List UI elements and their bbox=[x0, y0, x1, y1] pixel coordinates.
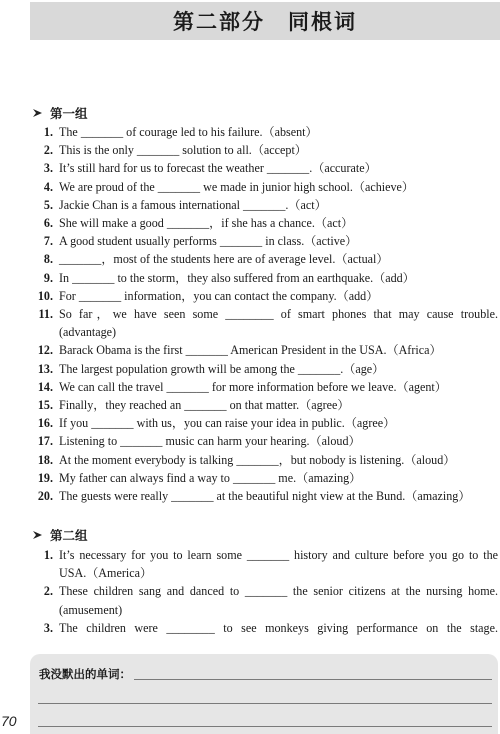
item-text-block bbox=[59, 487, 498, 505]
exercise-item bbox=[32, 214, 498, 232]
arrow-bullet-icon bbox=[32, 108, 44, 118]
item-number: 20. bbox=[37, 489, 53, 504]
group2-list bbox=[32, 546, 498, 637]
item-sentence: At the moment everybody is talking _______，but nobody is listening.（aloud） bbox=[59, 452, 456, 467]
exercise-item bbox=[32, 159, 498, 177]
item-number: 19. bbox=[37, 470, 53, 485]
item-sentence: Jackie Chan is a famous international _______.（act） bbox=[59, 197, 327, 212]
exercise-item bbox=[32, 396, 498, 414]
item-text-block bbox=[59, 378, 498, 396]
exercise-item bbox=[32, 414, 498, 432]
arrow-bullet-icon bbox=[32, 530, 44, 540]
item-sentence: We can call the travel _______ for more information before we leave.（agent） bbox=[59, 379, 447, 394]
item-text-block bbox=[59, 287, 498, 305]
item-text-block bbox=[59, 232, 498, 250]
item-text-block bbox=[59, 123, 498, 141]
notes-box bbox=[30, 654, 498, 734]
writing-line[interactable] bbox=[38, 703, 492, 704]
item-sentence: In _______ to the storm，they also suffered from an earthquake.（add） bbox=[59, 270, 415, 285]
item-sentence: If you _______ with us，you can raise your idea in public.（agree） bbox=[59, 416, 396, 431]
item-sentence: This is the only _______ solution to all.（accept） bbox=[59, 143, 307, 158]
group1-heading-text: 第一组 bbox=[50, 106, 88, 121]
exercise-item bbox=[32, 469, 498, 487]
item-sentence: Finally，they reached an _______ on that matter.（agree） bbox=[59, 398, 350, 413]
item-sentence: For _______ information，you can contact the company.（add） bbox=[59, 288, 379, 303]
item-text-block bbox=[59, 141, 498, 159]
item-text-block bbox=[59, 414, 498, 432]
page-title: 第二部分 同根词 bbox=[173, 9, 357, 34]
exercise-item bbox=[32, 360, 498, 378]
exercise-item bbox=[32, 196, 498, 214]
group2-heading bbox=[32, 526, 88, 544]
page-number: 70 bbox=[1, 713, 17, 729]
exercise-item bbox=[32, 582, 498, 618]
item-sentence: Barack Obama is the first _______ American President in the USA.（Africa） bbox=[59, 343, 442, 358]
exercise-item bbox=[32, 378, 498, 396]
item-text-block bbox=[59, 451, 498, 469]
item-number: 16. bbox=[37, 416, 53, 431]
item-sentence: It’s necessary for you to learn some _______ history and culture before you go to the bbox=[59, 548, 498, 562]
exercise-item bbox=[32, 305, 498, 341]
exercise-item bbox=[32, 341, 498, 359]
item-text-block bbox=[59, 546, 498, 582]
item-number: 8. bbox=[43, 252, 53, 267]
exercise-item bbox=[32, 451, 498, 469]
exercise-item bbox=[32, 232, 498, 250]
item-text-block bbox=[59, 178, 498, 196]
item-number: 4. bbox=[43, 179, 53, 194]
exercise-item bbox=[32, 287, 498, 305]
item-number: 12. bbox=[37, 343, 53, 358]
item-number: 9. bbox=[43, 270, 53, 285]
item-number: 5. bbox=[43, 197, 53, 212]
item-sentence: My father can always find a way to _______ me.（amazing） bbox=[59, 470, 362, 485]
item-sentence: The guests were really _______ at the beautiful night view at the Bund.（amazing） bbox=[59, 489, 471, 504]
item-number: 3. bbox=[43, 161, 53, 176]
item-text-block bbox=[59, 305, 498, 341]
item-text-block bbox=[59, 250, 498, 268]
item-text-block bbox=[59, 269, 498, 287]
item-sentence: Listening to _______ music can harm your hearing.（aloud） bbox=[59, 434, 361, 449]
item-sentence: We are proud of the _______ we made in junior high school.（achieve） bbox=[59, 179, 415, 194]
item-sentence: It’s still hard for us to forecast the weather _______.（accurate） bbox=[59, 161, 377, 176]
item-text-block bbox=[59, 214, 498, 232]
item-number: 1. bbox=[43, 548, 53, 562]
item-text-block bbox=[59, 341, 498, 359]
exercise-item bbox=[32, 546, 498, 582]
item-text-block bbox=[59, 619, 498, 637]
exercise-item bbox=[32, 178, 498, 196]
writing-line[interactable] bbox=[38, 726, 492, 727]
item-sentence-continued: USA.（America） bbox=[59, 566, 153, 581]
item-number: 17. bbox=[37, 434, 53, 449]
exercise-item bbox=[32, 123, 498, 141]
item-text-block bbox=[59, 432, 498, 450]
exercise-item bbox=[32, 619, 498, 637]
notes-label: 我没默出的单词： bbox=[39, 667, 131, 681]
item-text-block bbox=[59, 159, 498, 177]
item-number: 15. bbox=[37, 398, 53, 413]
exercise-item bbox=[32, 269, 498, 287]
writing-line[interactable] bbox=[134, 679, 492, 680]
exercise-item bbox=[32, 250, 498, 268]
item-text-block bbox=[59, 360, 498, 378]
item-sentence-continued: (advantage) bbox=[59, 325, 117, 340]
title-bar bbox=[30, 2, 500, 40]
item-sentence: The _______ of courage led to his failure.（absent） bbox=[59, 125, 318, 139]
item-number: 3. bbox=[43, 620, 53, 635]
item-number: 6. bbox=[43, 216, 53, 231]
item-number: 2. bbox=[43, 584, 53, 599]
item-number: 1. bbox=[43, 125, 53, 139]
item-number: 10. bbox=[37, 288, 53, 303]
item-text-block bbox=[59, 196, 498, 214]
exercise-item bbox=[32, 141, 498, 159]
item-number: 7. bbox=[43, 234, 53, 249]
item-number: 13. bbox=[37, 361, 53, 376]
item-sentence: These children sang and danced to _______ the senior citizens at the nursing home. bbox=[59, 584, 498, 599]
item-number: 18. bbox=[37, 452, 53, 467]
item-sentence: A good student usually performs _______ in class.（active） bbox=[59, 234, 358, 249]
item-sentence-continued: (amusement) bbox=[59, 602, 123, 617]
item-text-block bbox=[59, 396, 498, 414]
item-sentence: She will make a good _______，if she has a chance.（act） bbox=[59, 216, 354, 231]
group1-heading bbox=[32, 104, 88, 122]
exercise-item bbox=[32, 487, 498, 505]
group2-heading-text: 第二组 bbox=[50, 528, 88, 543]
item-sentence: The largest population growth will be among the _______.（age） bbox=[59, 361, 385, 376]
item-sentence: The children were ________ to see monkeys giving performance on the stage. bbox=[59, 620, 498, 635]
exercise-item bbox=[32, 432, 498, 450]
item-number: 2. bbox=[43, 143, 53, 158]
item-text-block bbox=[59, 469, 498, 487]
item-number: 14. bbox=[37, 379, 53, 394]
item-text-block bbox=[59, 582, 498, 618]
group1-list bbox=[32, 123, 498, 505]
item-sentence: So far，we have seen some ________ of smart phones that may cause trouble. bbox=[59, 307, 498, 322]
item-number: 11. bbox=[38, 307, 53, 322]
item-sentence: _______，most of the students here are of average level.（actual） bbox=[59, 252, 389, 267]
